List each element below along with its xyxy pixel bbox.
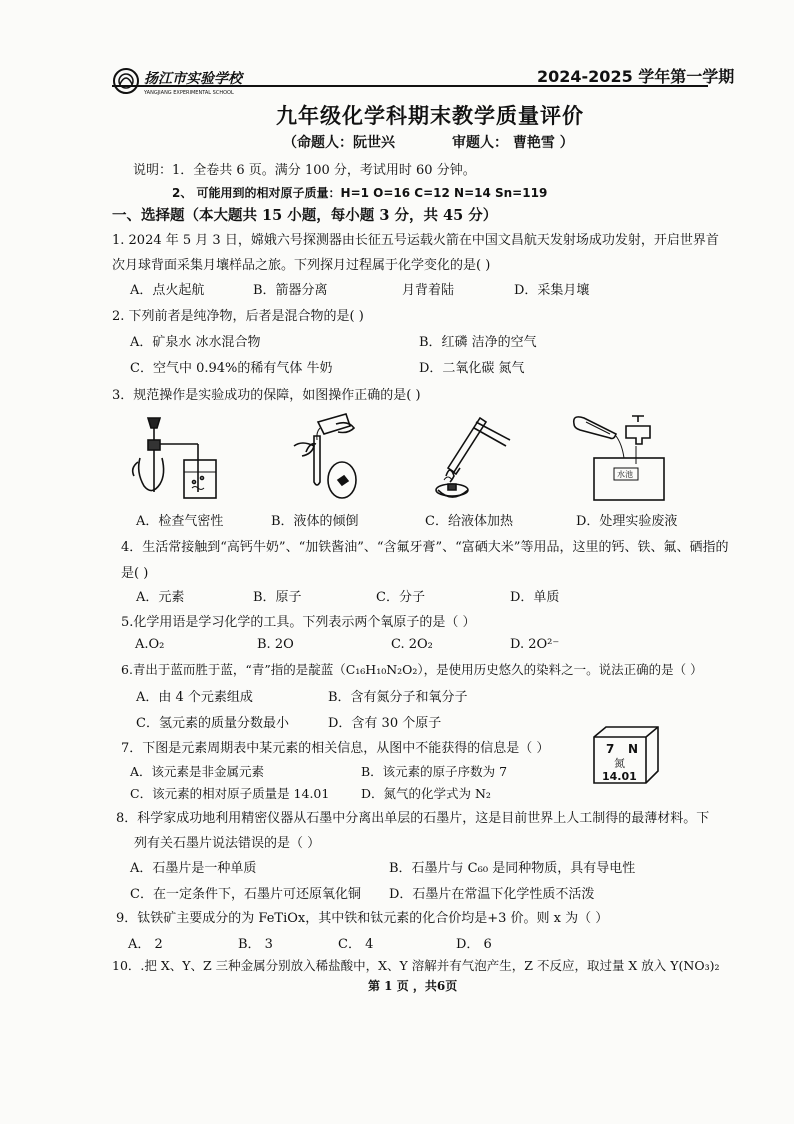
q4-option-c: C．分子: [376, 590, 425, 605]
question-8-line-1: 8．科学家成功地利用精密仪器从石墨中分离出单层的石墨片，这是目前世界上人工制得的最薄材料。下: [116, 811, 710, 826]
question-5-stem: 5.化学用语是学习化学的工具。下列表示两个氧原子的是（ ）: [121, 615, 476, 630]
school-logo: [112, 64, 262, 98]
question-7-stem: 7．下图是元素周期表中某元素的相关信息，从图中不能获得的信息是（ ）: [121, 741, 550, 756]
q6-option-b: B．含有氮分子和氧分子: [328, 690, 468, 705]
term-label: 2024-2025 学年第一学期: [537, 67, 735, 86]
note-line-1: 说明：1．全卷共 6 页。满分 100 分，考试用时 60 分钟。: [133, 163, 476, 178]
q4-option-a: A．元素: [136, 590, 185, 605]
header-rule: [112, 85, 708, 87]
q5-option-a: A.O₂: [135, 637, 165, 652]
figure-liquid-pouring: [276, 412, 376, 504]
q9-option-b: B． 3: [238, 937, 273, 952]
q3-option-a: A．检查气密性: [136, 514, 224, 529]
q6-option-a: A．由 4 个元素组成: [136, 690, 253, 705]
q4-option-d: D．单质: [510, 590, 560, 605]
q9-option-d: D． 6: [456, 937, 492, 952]
q9-option-c: C． 4: [338, 937, 374, 952]
question-10-stem: 10．.把 X、Y、Z 三种金属分别放入稀盐酸中，X、Y 溶解并有气泡产生，Z 不反应，取过量 X 放入 Y(NO₃)₂: [112, 958, 720, 973]
question-9-stem: 9．钛铁矿主要成分的为 FeTiOx，其中铁和钛元素的化合价均是+3 价。则 x 为（ ）: [116, 911, 609, 926]
question-4-line-2: 是( ): [121, 566, 149, 581]
q2-option-a: A．矿泉水 冰水混合物: [130, 335, 261, 350]
q3-option-d: D．处理实验废液: [576, 514, 678, 529]
svg-text:YANGJIANG EXPERIMENTAL SCHOOL: YANGJIANG EXPERIMENTAL SCHOOL: [144, 90, 234, 96]
q3-option-b: B．液体的倾倒: [271, 514, 359, 529]
figure-airtightness-check: [126, 412, 226, 504]
q8-option-b: B．石墨片与 C₆₀ 是同种物质，具有导电性: [389, 861, 636, 876]
cell-number: 7: [606, 742, 615, 756]
section-heading: 一、选择题（本大题共 15 小题，每小题 3 分，共 45 分）: [112, 207, 498, 224]
cell-mass: 14.01: [602, 770, 637, 783]
figure-liquid-heating: [430, 412, 530, 504]
q7-option-a: A．该元素是非金属元素: [130, 764, 265, 779]
note-line-2: 2、 可能用到的相对原子质量：H=1 O=16 C=12 N=14 Sn=119: [172, 186, 548, 200]
q6-option-c: C．氢元素的质量分数最小: [136, 716, 289, 731]
setter-text: （命题人：阮世兴: [283, 135, 395, 151]
question-2-stem: 2. 下列前者是纯净物，后者是混合物的是( ): [112, 309, 364, 324]
q8-option-c: C．在一定条件下，石墨片可还原氧化铜: [130, 887, 361, 902]
q2-option-b: B．红磷 洁净的空气: [419, 335, 537, 350]
q1-option-b: B．箭器分离: [253, 283, 328, 298]
q6-option-d: D．含有 30 个原子: [328, 716, 442, 731]
q8-option-a: A．石墨片是一种单质: [130, 861, 257, 876]
q7-option-c: C．该元素的相对原子质量是 14.01: [130, 786, 330, 801]
q5-option-b: B. 2O: [257, 637, 294, 652]
svg-text:扬江市实验学校: 扬江市实验学校: [144, 71, 242, 87]
q8-option-d: D．石墨片在常温下化学性质不活泼: [389, 887, 595, 902]
q2-option-c: C．空气中 0.94%的稀有气体 牛奶: [130, 361, 333, 376]
question-1-line-1: 1. 2024 年 5 月 3 日，嫦娥六号探测器由长征五号运载火箭在中国文昌航天发射场成功发射，开启世界首: [112, 233, 719, 248]
question-3-stem: 3．规范操作是实验成功的保障，如图操作正确的是( ): [112, 388, 421, 403]
cell-name: 氮: [614, 757, 625, 770]
sink-label: 水池: [617, 470, 633, 479]
question-4-line-1: 4．生活常接触到“高钙牛奶”、“加铁酱油”、“含氟牙膏”、“富硒大米”等用品，这里的钙、铁、氟、硒指的: [121, 540, 729, 555]
periodic-table-cell: [592, 725, 660, 785]
q9-option-a: A． 2: [128, 937, 163, 952]
figure-waste-disposal: [570, 404, 670, 504]
question-8-line-2: 列有关石墨片说法错误的是（ ）: [134, 836, 321, 851]
q3-option-c: C．给液体加热: [425, 514, 513, 529]
q4-option-b: B．原子: [253, 590, 302, 605]
question-6-stem: 6.青出于蓝而胜于蓝，“青”指的是靛蓝（C₁₆H₁₀N₂O₂），是使用历史悠久的染料之一。说法正确的是（ ）: [121, 662, 703, 677]
q5-option-d: D. 2O²⁻: [510, 637, 560, 652]
q7-option-b: B．该元素的原子序数为 7: [361, 764, 508, 779]
reviewer-text: 审题人： 曹艳雪 ）: [452, 135, 574, 151]
cell-symbol: N: [628, 742, 639, 756]
question-1-line-2: 次月球背面采集月壤样品之旅。下列探月过程属于化学变化的是( ): [112, 258, 491, 273]
q5-option-c: C. 2O₂: [391, 637, 433, 652]
page-footer: 第 1 页 ，共6页: [368, 979, 458, 993]
q7-option-d: D．氮气的化学式为 N₂: [361, 786, 491, 801]
q1-option-a: A．点火起航: [130, 283, 205, 298]
q2-option-d: D．二氧化碳 氮气: [419, 361, 525, 376]
q1-option-c: 月背着陆: [402, 283, 455, 298]
q1-option-d: D．采集月壤: [514, 283, 590, 298]
page-title: 九年级化学科期末教学质量评价: [276, 103, 584, 128]
